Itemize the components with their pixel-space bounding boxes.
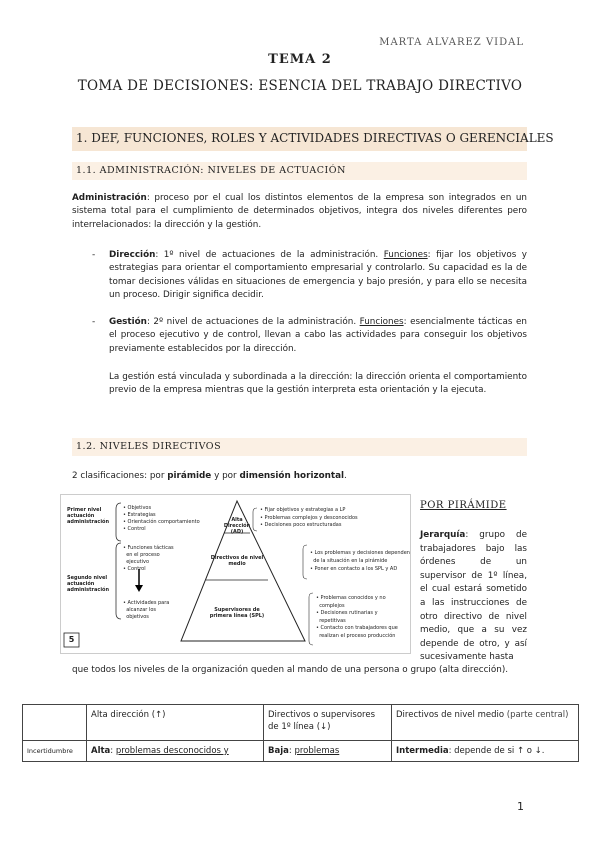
gestion-extra-paragraph: La gestión está vinculada y subordinada a la dirección: la dirección orienta el comportamiento previo de la empresa mientras que la gestión interpreta esta orientación y la ejecuta. — [109, 372, 527, 396]
direccion-term: Dirección — [109, 250, 156, 260]
jerarquia-text: : grupo de trabajadores bajo las órdenes de un supervisor de 1º línea, el cual estará sometido a las instrucciones de otro directivo de nivel medio, que a su vez depende de otro, y así sucesivamente hasta — [420, 530, 527, 663]
administracion-paragraph — [72, 192, 527, 232]
middle-label-line: Directivos de nivel — [210, 555, 264, 561]
table-cell-supervisores-bold: Baja — [268, 746, 289, 756]
middle-level-trait: Poner en contacto a los SPL y AD — [314, 566, 398, 572]
middle-level-trait: Los problemas y decisiones dependen — [314, 550, 410, 556]
down-arrow-head — [135, 585, 143, 592]
right-bracket-2 — [303, 545, 307, 579]
first-level-label — [67, 507, 109, 525]
section-heading-1: 1. DEF, FUNCIONES, ROLES Y ACTIVIDADES DIRECTIVAS O GERENCIALES — [76, 131, 554, 145]
subsection-heading-1-1: 1.1. ADMINISTRACIÓN: NIVELES DE ACTUACIÓN — [76, 165, 346, 176]
gestion-paragraph — [109, 316, 527, 356]
table-cell-medio-bold: Intermedia — [396, 746, 449, 756]
second-level-label-line: Segundo nivel — [67, 575, 108, 581]
right-bracket-3 — [309, 593, 313, 645]
direction-list: • Objetivos • Estrategias • Orientación comportamiento • Control — [123, 505, 200, 532]
clasif-piramide: pirámide — [167, 471, 212, 481]
table-cell-alta-bold: Alta — [91, 746, 111, 756]
comparison-table — [22, 704, 579, 762]
clasif-dimension: dimensión horizontal — [239, 471, 345, 481]
table-header-medio-extra: (parte central) — [504, 710, 569, 720]
clasif-text-2: y por — [211, 471, 240, 481]
direction-list-item: Control — [127, 526, 146, 532]
administracion-text: : proceso por el cual los distintos elementos de la empresa son integrados en un sistema total para el cumplimiento de determinados objetivos, integra dos niveles diferentes pero interrelacionados: la dirección y la gestión. — [72, 193, 527, 230]
base-level-trait: Contacto con trabajadores que — [320, 625, 398, 631]
table-cell-alta: Alta: problemas desconocidos y — [87, 741, 264, 762]
jerarquia-paragraph — [420, 529, 527, 665]
apex-label-line: (AD) — [230, 529, 244, 535]
direction-list-item: Estrategias — [127, 512, 156, 518]
table-cell-medio-text: : depende de si ↑ o ↓. — [448, 746, 545, 756]
diagram-number: 5 — [68, 635, 75, 644]
bullet-dash: - — [92, 317, 96, 327]
management-list: • Funciones tácticas en el proceso ejecutivo • Control — [123, 545, 174, 572]
document-subtitle: TOMA DE DECISIONES: ESENCIA DEL TRABAJO DIRECTIVO — [77, 78, 523, 94]
gestion-text-2: : esencialmente tácticas en el proceso ejecutivo y de control, llevan a cabo las actividades para conseguir los objetivos previamente establecidos por la dirección. — [109, 317, 527, 354]
table-header-empty — [23, 705, 87, 741]
table-header-medio-text: Directivos de nivel medio — [396, 710, 505, 720]
middle-label-line: medio — [228, 561, 246, 567]
management-list-item: ejecutivo — [126, 559, 150, 565]
author-name: MARTA ALVAREZ VIDAL — [379, 37, 524, 48]
activities-list: • Actividades para alcanzar los objetivos — [123, 600, 170, 620]
activities-list-item: alcanzar los — [126, 607, 157, 613]
por-piramide-heading: POR PIRÁMIDE — [420, 500, 507, 511]
direccion-paragraph — [109, 249, 527, 302]
top-level-trait: Decisiones poco estructuradas — [264, 522, 342, 528]
funciones-link: Funciones — [359, 317, 404, 327]
base-label-line: Supervisores de — [214, 607, 260, 613]
top-level-trait: Problemas complejos y desconocidos — [264, 514, 358, 521]
subsection-heading-1-2: 1.2. NIVELES DIRECTIVOS — [76, 441, 222, 452]
table-cell-alta-underline: problemas desconocidos y — [115, 746, 229, 756]
base-level-trait: repetitivas — [319, 617, 346, 624]
management-list-item: Funciones tácticas — [127, 545, 174, 551]
direction-list-item: Objetivos — [127, 505, 152, 511]
table-cell-supervisores-underline: problemas — [294, 746, 340, 756]
bracket-top — [116, 503, 121, 541]
second-level-label — [67, 575, 109, 593]
base-label — [201, 607, 273, 619]
clasif-text-3: . — [344, 471, 347, 481]
administracion-term: Administración — [72, 193, 147, 203]
base-level-trait: complejos — [319, 602, 345, 609]
table-cell-supervisores: Baja: problemas — [264, 741, 392, 762]
direccion-text: : 1º nivel de actuaciones de la administración. — [155, 250, 384, 260]
jerarquia-term: Jerarquía — [420, 530, 466, 540]
table-cell-medio — [392, 741, 579, 762]
activities-list-item: objetivos — [126, 614, 149, 620]
direction-list-item: Orientación comportamiento — [127, 519, 200, 525]
base-level-trait: realizan el proceso producción — [319, 632, 396, 639]
funciones-link: Funciones — [383, 250, 428, 260]
top-level-traits: • Fijar objetivos y estrategias a LP • Problemas complejos y desconocidos • Decisiones poco estructuradas — [260, 507, 358, 528]
apex-label — [221, 517, 253, 535]
bracket-bottom — [116, 543, 121, 619]
first-level-label-line: actuación — [67, 513, 95, 519]
table-header-supervisores: Directivos o supervisores de 1º línea (↓) — [264, 705, 392, 741]
base-level-traits: • Problemas conocidos y no complejos • Decisiones rutinarias y repetitivas • Contacto con trabajadores que realizan el proceso producción — [316, 595, 398, 639]
jerarquia-continuation: que todos los niveles de la organización queden al mando de una persona o grupo (alta dirección). — [72, 665, 509, 675]
pyramid-diagram — [60, 494, 411, 654]
page-number: 1 — [517, 800, 524, 813]
right-bracket-1 — [253, 508, 257, 531]
base-level-trait: Decisiones rutinarias y — [320, 610, 378, 616]
direccion-text-2: : fijar los objetivos y estrategias para orientar el comportamiento empresarial y controlarlo. Su capacidad es la de tomar decisiones válidas en situaciones de emergencia y bajo presión, y para ello se necesita un proceso. Dirigir significa decidir. — [109, 250, 527, 300]
activities-list-item: Actividades para — [127, 600, 170, 606]
first-level-label-line: administración — [67, 519, 110, 525]
top-level-trait: Fijar objetivos y estrategias a LP — [264, 507, 346, 513]
middle-label — [207, 555, 267, 567]
second-level-label-line: actuación — [67, 581, 95, 587]
second-level-label-line: administración — [67, 587, 110, 593]
apex-label-line: Alta — [231, 517, 243, 523]
base-label-line: primera línea (SPL) — [209, 613, 265, 619]
gestion-term: Gestión — [109, 317, 147, 327]
document-title: TEMA 2 — [268, 52, 332, 67]
middle-level-traits: • Los problemas y decisiones dependen de la situación en la pirámide • Poner en contacto a los SPL y AD — [310, 550, 410, 572]
bullet-dash: - — [92, 250, 96, 260]
gestion-text: : 2º nivel de actuaciones de la administración. — [146, 317, 360, 327]
table-header-alta: Alta dirección (↑) — [87, 705, 264, 741]
apex-label-line: Dirección — [223, 523, 251, 529]
management-list-item: en el proceso — [126, 552, 160, 558]
clasificaciones-line — [72, 470, 527, 483]
clasif-text: 2 clasificaciones: por — [72, 471, 168, 481]
table-header-medio — [392, 705, 579, 741]
first-level-label-line: Primer nivel — [67, 507, 102, 513]
base-level-trait: Problemas conocidos y no — [320, 595, 386, 601]
middle-level-trait: de la situación en la pirámide — [313, 558, 388, 564]
management-list-item: Control — [127, 566, 146, 572]
table-row-label: Incertidumbre — [23, 741, 87, 762]
